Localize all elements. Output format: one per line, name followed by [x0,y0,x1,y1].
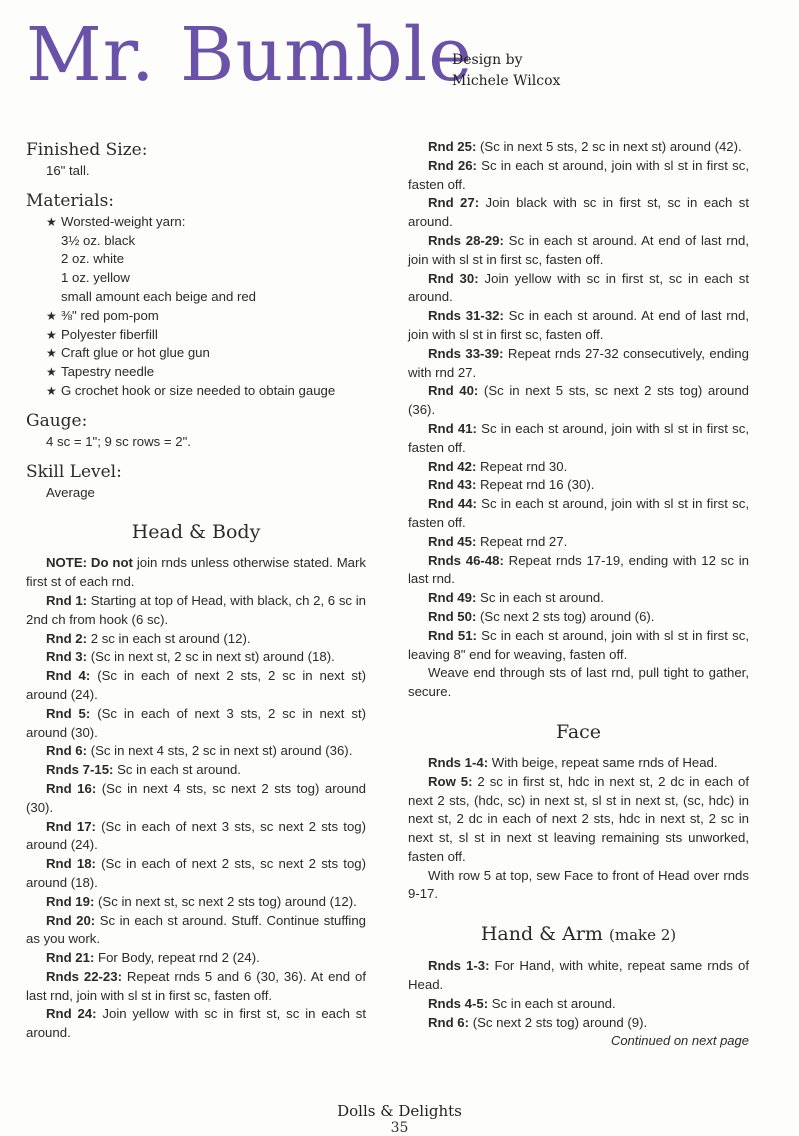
right-column [408,138,749,1051]
materials-item: ★ Tapestry needle [26,363,366,382]
instruction-step-label: Rnds 1-4: [428,754,489,770]
instruction-text: Sc in each st around. [476,590,604,606]
instruction-paragraph [26,705,366,743]
instruction-text: (Sc in each of next 2 sts, sc next 2 sts tog) around (18). [26,856,367,890]
skill-level-label: Skill Level: [26,461,122,482]
instruction-step-label: Rnds 4-5: [428,995,489,1011]
finished-size-value: 16" tall. [46,163,90,178]
instruction-paragraph [408,476,749,495]
instruction-text: Sc in each st around. [488,995,616,1011]
instruction-step-label: NOTE: Do not [46,555,133,571]
designer-credit [452,50,560,92]
materials-item: ★ Craft glue or hot glue gun [26,344,366,363]
instruction-paragraph [408,552,749,590]
instruction-paragraph [408,995,749,1014]
instruction-step-label: Rnd 6: [428,1014,470,1030]
instruction-paragraph [408,157,749,195]
skill-level-value: Average [46,484,95,500]
instruction-paragraph [408,754,749,773]
instruction-paragraph [26,968,366,1006]
instruction-paragraph [26,667,366,705]
instruction-step-label: Rnds 31-32: [428,308,504,324]
instruction-step-label: Rnd 3: [46,649,88,665]
instruction-text: Sc in each st around, join with sl st in first sc, leaving 8" end for weaving, fasten off. [408,627,749,662]
instruction-text: (Sc in next 5 sts, 2 sc in next st) around (42). [476,139,742,154]
instruction-paragraph [26,592,366,630]
materials-item: ★ G crochet hook or size needed to obtain gauge [26,382,366,401]
instruction-step-label: Rnd 49: [428,590,477,606]
instruction-paragraph [408,458,749,477]
instruction-step-label: Rnds 28-29: [428,232,504,248]
instruction-step-label: Rnd 51: [428,627,477,643]
instruction-paragraph [26,949,366,968]
instruction-text: (Sc in next st, sc next 2 sts tog) around (12). [94,893,357,909]
instruction-text: Repeat rnds 17-19, ending with 12 sc in last rnd. [408,552,749,587]
instruction-paragraph [26,855,366,893]
instruction-step-label: Rnd 25: [428,139,477,154]
instruction-text: Sc in each st around. At end of last rnd, join with sl st in first sc, fasten off. [408,308,749,342]
instruction-step-label: Rnd 17: [46,818,96,834]
gauge-value: 4 sc = 1"; 9 sc rows = 2". [46,433,191,449]
instruction-paragraph [26,554,366,592]
instruction-paragraph [408,773,749,867]
instruction-text: Sc in each st around. At end of last rnd, join with sl st in first sc, fasten off. [408,232,749,267]
continued-note: Continued on next page [610,1033,749,1049]
instruction-paragraph [408,345,749,383]
instruction-paragraph [408,1014,749,1033]
instruction-step-label: Rnds 46-48: [428,552,504,568]
instruction-paragraph [408,307,749,345]
yarn-item: 3½ oz. black [61,232,136,248]
instruction-step-label: Rnd 1: [46,592,88,608]
instruction-paragraph [26,1005,366,1043]
magazine-footer: Dolls & Delights [337,1102,462,1120]
instruction-text: (Sc in next st, 2 sc in next st) around (18). [87,649,335,665]
instruction-paragraph [408,957,749,995]
instruction-step-label: Rnds 22-23: [46,968,122,984]
hand-arm-heading [408,922,749,947]
instruction-paragraph [26,893,366,912]
instruction-step-label: Rnd 41: [428,420,477,436]
instruction-step-label: Rnd 50: [428,608,477,624]
instruction-text: (Sc in each of next 3 sts, sc next 2 sts tog) around (24). [26,818,367,853]
instruction-text: (Sc in next 5 sts, sc next 2 sts tog) around (36). [408,383,749,418]
instruction-step-label: Rnd 45: [428,533,477,549]
instruction-paragraph [26,912,366,950]
instruction-step-label: Rnd 42: [428,458,477,474]
instruction-text: 2 sc in first st, hdc in next st, 2 dc in each of next 2 sts, (hdc, sc) in next st, sl st in next st, (sc, hdc) in next st, 2 dc in each of next 2 sts, hdc in next st, 2 sc in next st, sl st in next st leaving remaining sts unworked, fasten off. [408,773,749,864]
instruction-step-label: Rnd 4: [46,668,91,684]
instruction-paragraph [26,780,366,818]
body-instructions-continued [408,138,749,702]
instruction-step-label: Rnd 26: [428,157,477,173]
page-title: Mr. Bumble [26,12,474,98]
instruction-step-label: Rnd 44: [428,496,477,512]
head-body-heading: Head & Body [131,521,261,544]
instruction-paragraph [408,232,749,270]
instruction-paragraph [26,742,366,761]
instruction-paragraph [26,630,366,649]
instruction-text: (Sc in next 4 sts, 2 sc in next st) around (36). [87,743,353,759]
instruction-text: Join yellow with sc in first st, sc in each st around. [408,270,750,305]
face-heading: Face [555,720,602,743]
instruction-text: Sc in each st around. Stuff. Continue stuffing as you work. [26,912,367,947]
instruction-text: Join black with sc in first st, sc in each st around. [408,195,749,230]
instruction-step-label: Rnd 24: [46,1006,97,1022]
instruction-step-label: Rnd 20: [46,912,96,928]
yarn-item: 1 oz. yellow [61,270,130,286]
instruction-text: For Hand, with white, repeat same rnds of Head. [408,958,749,993]
instruction-paragraph [408,608,749,627]
instruction-paragraph [408,664,749,702]
instruction-step-label: Rnd 5: [46,705,91,721]
instruction-text: (Sc in next 4 sts, sc next 2 sts tog) around (30). [26,780,366,815]
instruction-paragraph [408,495,749,533]
instruction-paragraph [408,533,749,552]
instruction-text: 2 sc in each st around (12). [87,630,251,646]
instruction-step-label: Rnd 2: [46,630,88,646]
head-body-instructions [26,554,366,1043]
instruction-paragraph [408,867,749,905]
yarn-item: 2 oz. white [61,251,125,267]
yarn-item: small amount each beige and red [61,288,257,304]
instruction-step-label: Rnd 43: [428,477,477,493]
face-instructions [408,754,749,904]
instruction-step-label: Rnd 18: [46,856,96,872]
instruction-text: (Sc next 2 sts tog) around (9). [469,1014,648,1030]
instruction-text: (Sc in each of next 3 sts, 2 sc in next st) around (30). [26,705,366,740]
instruction-text: Starting at top of Head, with black, ch 2, 6 sc in 2nd ch from hook (6 sc). [26,592,366,627]
instruction-text: Join yellow with sc in first st, sc in each st around. [26,1006,367,1041]
hand-arm-title: Hand & Arm [480,923,603,946]
instruction-text: Repeat rnd 30. [476,458,568,474]
gauge-label: Gauge: [26,410,88,431]
instruction-text: Sc in each st around, join with sl st in first sc, fasten off. [408,157,749,192]
instruction-text: Repeat rnd 27. [476,533,568,549]
instruction-paragraph [408,382,749,420]
instruction-text: Weave end through sts of last rnd, pull tight to gather, secure. [408,665,749,700]
instruction-text: For Body, repeat rnd 2 (24). [94,950,260,966]
instruction-paragraph [408,420,749,458]
instruction-text: (Sc in each of next 2 sts, 2 sc in next st) around (24). [26,668,366,702]
instruction-text: Sc in each st around, join with sl st in first sc, fasten off. [408,496,749,530]
instruction-text: Sc in each st around. [113,762,241,778]
page-number: 35 [390,1120,409,1136]
hand-arm-note: (make 2) [609,926,677,945]
instruction-text: Repeat rnds 5 and 6 (30, 36). At end of last rnd, join with sl st in first sc, fasten off. [26,968,366,1003]
instruction-text: (Sc next 2 sts tog) around (6). [476,608,655,624]
instruction-paragraph [408,270,749,308]
instruction-paragraph [26,761,366,780]
instruction-paragraph [408,194,749,232]
instruction-paragraph [408,589,749,608]
instruction-text: Repeat rnd 16 (30). [476,477,595,493]
hand-arm-instructions [408,957,749,1032]
designer-name: Michele Wilcox [452,73,561,89]
materials-item: ★ Polyester fiberfill [26,326,366,345]
instruction-text: With beige, repeat same rnds of Head. [488,754,718,770]
instruction-step-label: Rnd 21: [46,950,95,966]
instruction-step-label: Rnd 27: [428,195,480,211]
instruction-step-label: Rnds 33-39: [428,345,504,361]
instruction-step-label: Rnd 19: [46,893,95,909]
instruction-step-label: Rnds 7-15: [46,762,114,778]
instruction-step-label: Rnd 16: [46,780,97,796]
instruction-step-label: Rnd 30: [428,270,479,286]
instruction-paragraph [408,627,749,665]
design-by-label: Design by [452,52,523,68]
left-column [26,138,366,1043]
instruction-text: Sc in each st around, join with sl st in first sc, fasten off. [408,420,749,455]
instruction-paragraph [26,648,366,667]
instruction-step-label: Rnds 1-3: [428,958,490,974]
instruction-step-label: Rnd 6: [46,743,88,759]
instruction-step-label: Row 5: [428,773,473,789]
instruction-paragraph [26,818,366,856]
instruction-step-label: Rnd 40: [428,383,479,399]
materials-item: ★ ⅜" red pom-pom [26,307,366,326]
instruction-text: With row 5 at top, sew Face to front of Head over rnds 9-17. [408,867,749,902]
materials-item: ★ Worsted-weight yarn: [26,213,366,232]
finished-size-label: Finished Size: [26,140,148,160]
instruction-paragraph [408,138,749,157]
instruction-text: Repeat rnds 27-32 consecutively, ending with rnd 27. [408,345,749,380]
materials-label: Materials: [26,190,115,211]
instruction-text: join rnds unless otherwise stated. Mark first st of each rnd. [26,555,366,590]
